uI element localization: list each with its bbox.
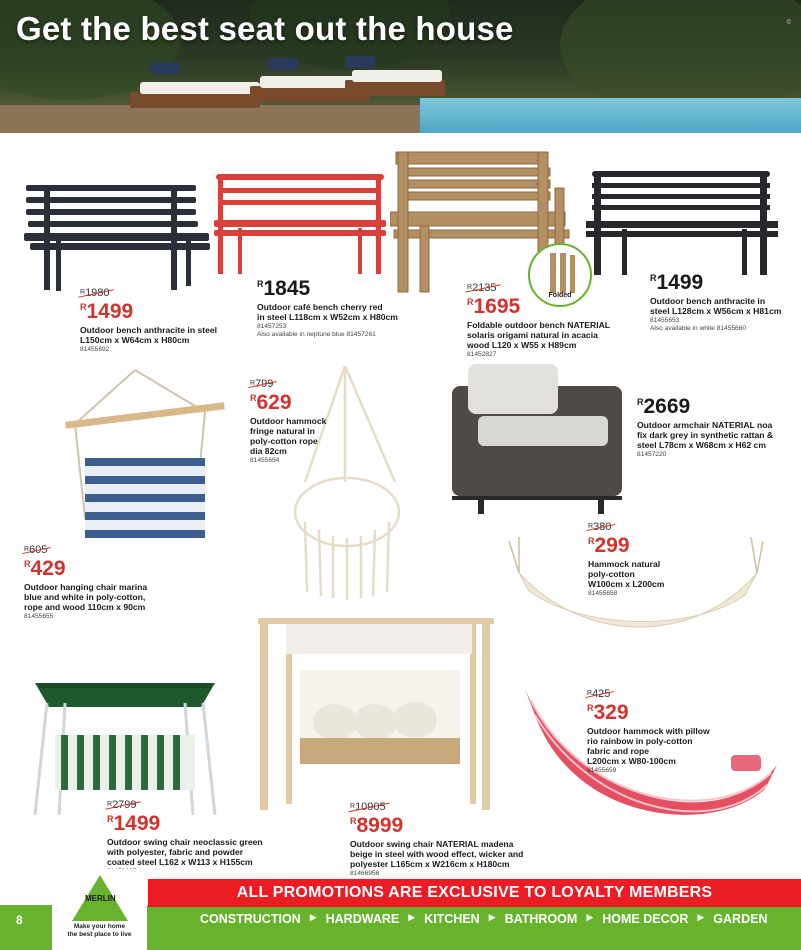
- page-title: Get the best seat out the house: [16, 10, 514, 47]
- product-code: 81455654: [250, 457, 280, 464]
- nav-construction[interactable]: CONSTRUCTION: [200, 912, 301, 926]
- product-description: Foldable outdoor bench NATERIAL solaris origami natural in acacia wood L120 x W55 x H89cm: [467, 320, 611, 350]
- nav-hardware[interactable]: HARDWARE: [325, 912, 400, 926]
- product-description: Outdoor hammock with pillow rio rainbow in poly-cotton fabric and rope L200cm x W80-100cm: [587, 726, 710, 766]
- nav-home-decor[interactable]: HOME DECOR: [602, 912, 689, 926]
- product-code: 81455658: [588, 590, 618, 597]
- product-hammock-natural: [588, 517, 664, 598]
- copyright-mark: ©: [786, 20, 791, 26]
- arrow-icon: ▶: [309, 912, 317, 922]
- arrow-icon: ▶: [408, 912, 416, 922]
- was-price: $^R$425: [587, 688, 611, 700]
- product-hammock-pillow: [587, 684, 710, 775]
- pool: [420, 98, 801, 133]
- was-price: $^R$380: [588, 521, 612, 533]
- product-code: 81455653 Also available in white 81455660: [650, 317, 747, 332]
- price: $^R$1845: [257, 277, 311, 300]
- bench-anthracite-image: [16, 175, 211, 295]
- sale-price: $^R$429: [24, 557, 66, 580]
- lounger-cushion: [140, 82, 260, 94]
- nav-garden[interactable]: GARDEN: [713, 912, 768, 926]
- was-price: $^R$2135: [467, 282, 497, 294]
- was-price: $^R$1980: [80, 287, 110, 299]
- sale-price: $^R$1499: [80, 300, 134, 323]
- folded-label: Folded: [548, 292, 572, 299]
- spreader-bar: [65, 402, 225, 428]
- product-description: Hammock natural poly-cotton W100cm x L200cm: [588, 559, 665, 589]
- product-code: 81452827: [467, 351, 497, 358]
- product-hammock-fringe: [250, 374, 326, 465]
- pillow: [268, 58, 298, 70]
- product-swing-neoclassic: [107, 795, 263, 876]
- lounger: [345, 80, 445, 96]
- price: $^R$1499: [650, 271, 704, 294]
- was-price: $^R$605: [24, 544, 48, 556]
- product-hanging-chair: [24, 540, 147, 621]
- product-code: 81455692: [80, 346, 110, 353]
- leroy-merlin-logo[interactable]: [52, 858, 147, 950]
- hero-banner: [0, 0, 801, 133]
- arrow-icon: ▶: [697, 912, 705, 922]
- was-price: $^R$2799: [107, 799, 137, 811]
- product-bench-anthracite: [80, 283, 217, 354]
- lounger: [130, 92, 260, 108]
- sale-price: $^R$1695: [467, 295, 521, 318]
- deck: [0, 105, 430, 133]
- loyalty-banner: ALL PROMOTIONS ARE EXCLUSIVE TO LOYALTY MEMBERS: [148, 879, 801, 907]
- product-description: Outdoor swing chair NATERIAL madena beige in steel with wood effect, wicker and polyester L165cm x W216cm x H180cm: [350, 839, 524, 869]
- page-number: 8: [16, 913, 23, 927]
- cafe-bench-image: [208, 168, 388, 276]
- arrow-icon: ▶: [586, 912, 594, 922]
- logo-word-leroy: LEROY: [86, 858, 110, 887]
- hanging-chair-image: [55, 368, 225, 548]
- logo-tagline: Make your home the best place to live: [67, 923, 132, 938]
- product-bench-steel: [650, 272, 781, 333]
- sale-price: $^R$299: [588, 534, 630, 557]
- product-code: 81455655: [24, 613, 54, 620]
- product-description: Outdoor swing chair neoclassic green with polyester, fabric and powder coated steel L162 x W113 x H155cm: [107, 837, 263, 867]
- nav-bathroom[interactable]: BATHROOM: [504, 912, 578, 926]
- was-price: $^R$799: [250, 378, 274, 390]
- price: $^R$2669: [637, 395, 691, 418]
- bench-steel-image: [582, 165, 782, 277]
- was-price: $^R$10905: [350, 801, 386, 813]
- product-armchair: [637, 396, 773, 459]
- sale-price: $^R$1499: [107, 812, 161, 835]
- sale-price: $^R$8999: [350, 814, 404, 837]
- swing-madena-image: [250, 610, 500, 810]
- product-swing-madena: [350, 797, 523, 878]
- sale-price: $^R$629: [250, 391, 292, 414]
- armchair-image: [448, 356, 628, 516]
- nav-kitchen[interactable]: KITCHEN: [424, 912, 480, 926]
- product-code: 81466956: [350, 870, 380, 877]
- logo-word-merlin: MERLIN: [85, 894, 116, 903]
- product-cafe-bench: [257, 278, 398, 339]
- product-description: Outdoor armchair NATERIAL noa fix dark grey in synthetic rattan & steel L78cm x W68cm x H62 cm: [637, 420, 774, 450]
- pillow: [150, 62, 180, 74]
- product-code: 81457220: [637, 451, 667, 458]
- product-description: Outdoor hanging chair marina blue and white in poly-cotton, rope and wood 110cm x 90cm: [24, 582, 148, 612]
- arrow-icon: ▶: [488, 912, 496, 922]
- product-code: 81455659: [587, 767, 617, 774]
- product-description: Outdoor bench anthracite in steel L150cm x W64cm x H80cm: [80, 325, 218, 345]
- category-nav: [200, 912, 767, 926]
- product-description: Outdoor hammock fringe natural in poly-cotton rope dia 82cm: [250, 416, 327, 456]
- product-code: 81457253 Also available in neptune blue 81457261: [257, 323, 376, 338]
- product-description: Outdoor bench anthracite in steel L128cm x W56cm x H81cm: [650, 296, 782, 316]
- sale-price: $^R$329: [587, 701, 629, 724]
- product-description: Outdoor café bench cherry red in steel L118cm x W52cm x H80cm: [257, 302, 398, 322]
- lounger-cushion: [352, 70, 442, 82]
- pillow: [345, 56, 375, 68]
- product-foldable-bench: [467, 278, 610, 359]
